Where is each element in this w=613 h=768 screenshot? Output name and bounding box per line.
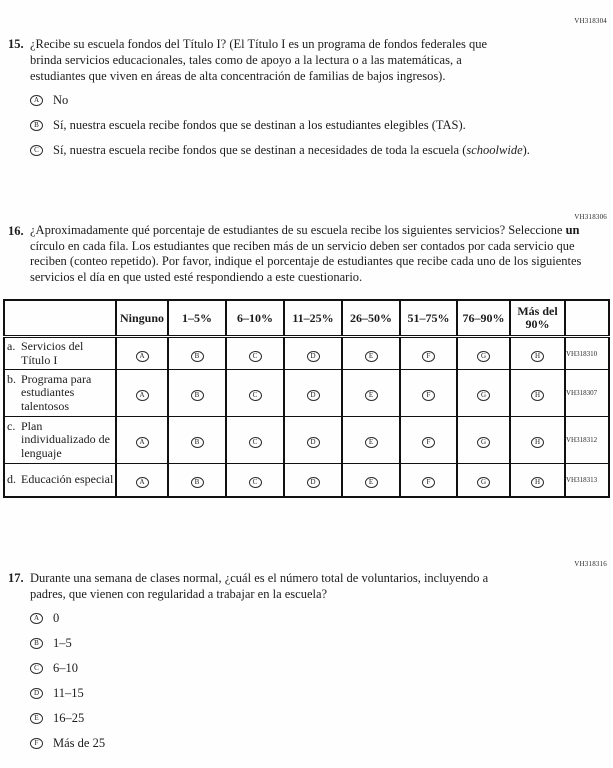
col-header-ninguno: Ninguno (116, 300, 168, 337)
percentage-grid (3, 299, 610, 498)
radio-bubble-icon[interactable]: C (30, 663, 43, 674)
radio-bubble-icon[interactable]: A (136, 390, 149, 401)
row-code: VH318313 (565, 464, 609, 498)
question-17 (8, 560, 607, 760)
question-16-code: VH318306 (574, 213, 607, 221)
row-code: VH318307 (565, 370, 609, 417)
radio-bubble-icon[interactable]: F (422, 477, 435, 488)
question-15 (8, 36, 607, 167)
radio-bubble-icon[interactable]: B (191, 477, 204, 488)
question-15-options (30, 92, 607, 158)
col-header-1-5: 1–5% (168, 300, 226, 337)
radio-bubble-icon[interactable]: A (30, 95, 43, 106)
option-label: 11–15 (53, 686, 84, 700)
option-label: 6–10 (53, 661, 78, 675)
question-17-text: Durante una semana de clases normal, ¿cuál es el número total de voluntarios, incluyendo a padres, que vienen con regularidad a trabajar en la escuela? (30, 571, 489, 601)
option-label: Sí, nuestra escuela recibe fondos que se destinan a los estudiantes elegibles (TAS). (53, 118, 466, 132)
option-label: 16–25 (53, 711, 85, 725)
col-header-6-10: 6–10% (226, 300, 284, 337)
question-16-text: ¿Aproximadamente qué porcentaje de estudiantes de su escuela recibe los siguientes servicios? Seleccione un círculo en cada fila. Los estudiantes que reciben más de un servicio deben ser contados por cada servicio que reciben (conteo repetido). Por favor, indique el porcentaje de estudiantes que recibe cada uno de los siguientes servicios el día en que usted esté respondiendo a este cuestionario. (30, 223, 582, 284)
radio-bubble-icon[interactable]: F (422, 437, 435, 448)
q17-option-c[interactable] (30, 660, 607, 676)
table-row-d (4, 464, 609, 498)
radio-bubble-icon[interactable]: A (136, 351, 149, 362)
q17-option-e[interactable] (30, 710, 607, 726)
radio-bubble-icon[interactable]: C (249, 351, 262, 362)
radio-bubble-icon[interactable]: B (191, 437, 204, 448)
col-header-11-25: 11–25% (284, 300, 342, 337)
radio-bubble-icon[interactable]: C (249, 477, 262, 488)
radio-bubble-icon[interactable]: H (531, 390, 544, 401)
radio-bubble-icon[interactable]: E (365, 351, 378, 362)
q15-option-b[interactable] (30, 117, 607, 133)
row-id: d. (7, 472, 16, 487)
q17-option-f[interactable] (30, 735, 607, 751)
row-id: a. (7, 339, 16, 353)
option-label: 1–5 (53, 636, 72, 650)
radio-bubble-icon[interactable]: C (30, 145, 43, 156)
radio-bubble-icon[interactable]: G (477, 437, 490, 448)
col-header-mas-del-90: Más del 90% (510, 300, 565, 337)
row-id: c. (7, 418, 16, 433)
col-header-76-90: 76–90% (457, 300, 510, 337)
col-header-51-75: 51–75% (400, 300, 457, 337)
radio-bubble-icon[interactable]: E (365, 390, 378, 401)
question-16-number: 16. (8, 224, 24, 238)
question-17-number: 17. (8, 571, 24, 585)
radio-bubble-icon[interactable]: D (307, 390, 320, 401)
question-15-number: 15. (8, 37, 24, 51)
table-row-c (4, 417, 609, 464)
question-16 (8, 213, 607, 498)
question-17-options (30, 610, 607, 751)
radio-bubble-icon[interactable]: D (307, 477, 320, 488)
radio-bubble-icon[interactable]: E (365, 477, 378, 488)
code-column-header (565, 300, 609, 337)
radio-bubble-icon[interactable]: A (136, 437, 149, 448)
q17-option-d[interactable] (30, 685, 607, 701)
option-label: Más de 25 (53, 736, 106, 750)
radio-bubble-icon[interactable]: G (477, 351, 490, 362)
radio-bubble-icon[interactable]: A (136, 477, 149, 488)
radio-bubble-icon[interactable]: A (30, 613, 43, 624)
radio-bubble-icon[interactable]: H (531, 437, 544, 448)
radio-bubble-icon[interactable]: B (30, 120, 43, 131)
radio-bubble-icon[interactable]: F (422, 351, 435, 362)
radio-bubble-icon[interactable]: D (30, 688, 43, 699)
row-label: Servicios del Título I (21, 339, 84, 367)
q17-option-b[interactable] (30, 635, 607, 651)
radio-bubble-icon[interactable]: F (30, 738, 43, 749)
radio-bubble-icon[interactable]: B (30, 638, 43, 649)
grid-header-row (4, 300, 609, 337)
radio-bubble-icon[interactable]: G (477, 477, 490, 488)
radio-bubble-icon[interactable]: C (249, 390, 262, 401)
q17-option-a[interactable] (30, 610, 607, 626)
radio-bubble-icon[interactable]: G (477, 390, 490, 401)
radio-bubble-icon[interactable]: E (30, 713, 43, 724)
row-label: Programa para estudiantes talentosos (21, 371, 92, 413)
row-code: VH318310 (565, 337, 609, 370)
col-header-26-50: 26–50% (342, 300, 400, 337)
question-15-text: ¿Recibe su escuela fondos del Título I? (El Título I es un programa de fondos federales que brinda servicios educacionales, tales como de apoyo a la lectura o a las matemáticas, a estudiantes que viven en áreas de alta concentración de familias de bajos ingresos). (30, 37, 488, 83)
radio-bubble-icon[interactable]: B (191, 390, 204, 401)
option-label: No (53, 93, 69, 107)
q15-option-c[interactable] (30, 142, 607, 158)
radio-bubble-icon[interactable]: H (531, 477, 544, 488)
radio-bubble-icon[interactable]: H (531, 351, 544, 362)
radio-bubble-icon[interactable]: F (422, 390, 435, 401)
option-label: Sí, nuestra escuela recibe fondos que se destinan a necesidades de toda la escuela (schoolwide). (53, 143, 530, 157)
question-17-code: VH318316 (574, 560, 607, 568)
table-row-b (4, 370, 609, 417)
row-id: b. (7, 371, 16, 386)
form-code-top: VH318304 (574, 17, 607, 25)
grid-corner-cell (4, 300, 116, 337)
q15-option-a[interactable] (30, 92, 607, 108)
option-label: 0 (53, 611, 60, 625)
radio-bubble-icon[interactable]: C (249, 437, 262, 448)
radio-bubble-icon[interactable]: B (191, 351, 204, 362)
radio-bubble-icon[interactable]: D (307, 437, 320, 448)
row-code: VH318312 (565, 417, 609, 464)
radio-bubble-icon[interactable]: D (307, 351, 320, 362)
radio-bubble-icon[interactable]: E (365, 437, 378, 448)
table-row-a (4, 337, 609, 370)
row-label: Educación especial (21, 472, 114, 487)
row-label: Plan individualizado de lenguaje (21, 418, 110, 460)
